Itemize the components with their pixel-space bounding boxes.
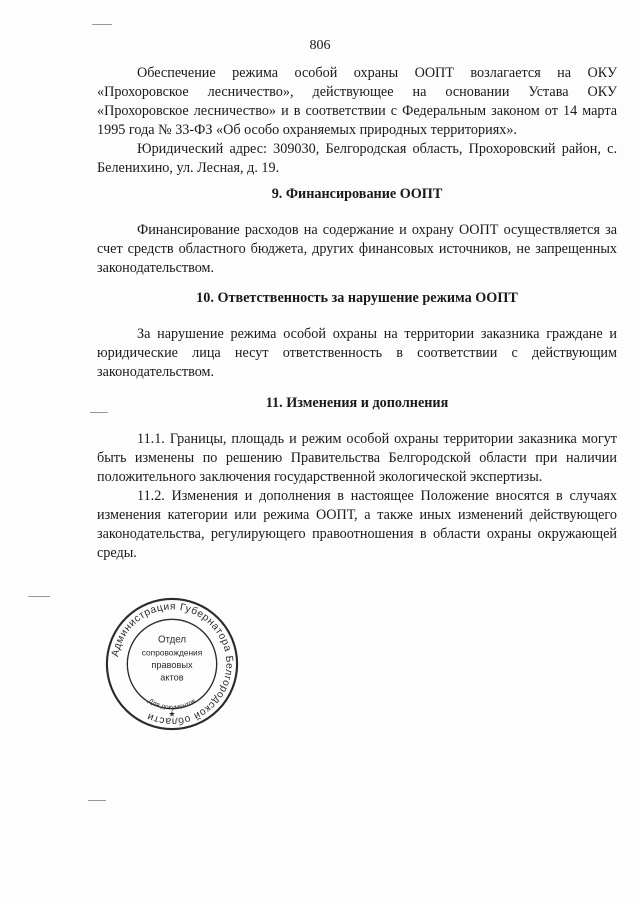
intro-paragraph-1: Обеспечение режима особой охраны ООПТ возлагается на ОКУ «Прохоровское лесничество», действующее на основании Устава ОКУ «Прохоровское лесничество» и в соответствии с Федеральным законом от 14 марта 1995 года № 33-ФЗ «Об особо охраняемых природных территориях».	[97, 65, 617, 138]
section-10-title: 10. Ответственность за нарушение режима ООПТ	[196, 290, 518, 306]
seal-outer-text: Администрация Губернатора Белгородской области	[110, 601, 235, 727]
seal-inner-line-3: правовых	[151, 659, 193, 670]
seal-inner-line-2: сопровождения	[141, 647, 203, 658]
margin-mark	[92, 24, 112, 25]
section-11-title: 11. Изменения и дополнения	[265, 395, 449, 411]
official-seal	[104, 596, 240, 732]
margin-mark	[90, 412, 108, 413]
section-10-body	[97, 325, 617, 382]
section-9-body	[97, 221, 617, 278]
seal-inner-line-1: Отдел	[157, 634, 187, 646]
page-number: 806	[309, 38, 331, 53]
section-10-paragraph: За нарушение режима особой охраны на территории заказника граждане и юридические лица несут ответственность в соответствии с действующим законодательством.	[97, 326, 617, 380]
section-11-body	[97, 430, 617, 563]
intro-block	[97, 64, 617, 178]
section-9-title: 9. Финансирование ООПТ	[271, 186, 443, 202]
intro-paragraph-2: Юридический адрес: 309030, Белгородская область, Прохоровский район, с. Беленихино, ул. Лесная, д. 19.	[97, 141, 617, 176]
seal-inner-line-4: актов	[160, 672, 184, 683]
seal-bottom-text: Для документов	[146, 697, 198, 712]
seal-star-icon: ★	[168, 709, 176, 719]
section-11-paragraph-2: 11.2. Изменения и дополнения в настоящее Положение вносятся в случаях изменения категории или режима ООПТ, а также иных изменений действующего законодательства, регулирующего правоотношения в области охраны окружающей среды.	[97, 488, 617, 561]
section-9-paragraph: Финансирование расходов на содержание и охрану ООПТ осуществляется за счет средств областного бюджета, других финансовых источников, не запрещенных законодательством.	[97, 222, 617, 276]
section-11-paragraph-1: 11.1. Границы, площадь и режим особой охраны территории заказника могут быть изменены по решению Правительства Белгородской области при наличии положительного заключения государственной экологической экспертизы.	[97, 431, 617, 485]
margin-mark	[88, 800, 106, 801]
margin-mark	[28, 596, 50, 597]
